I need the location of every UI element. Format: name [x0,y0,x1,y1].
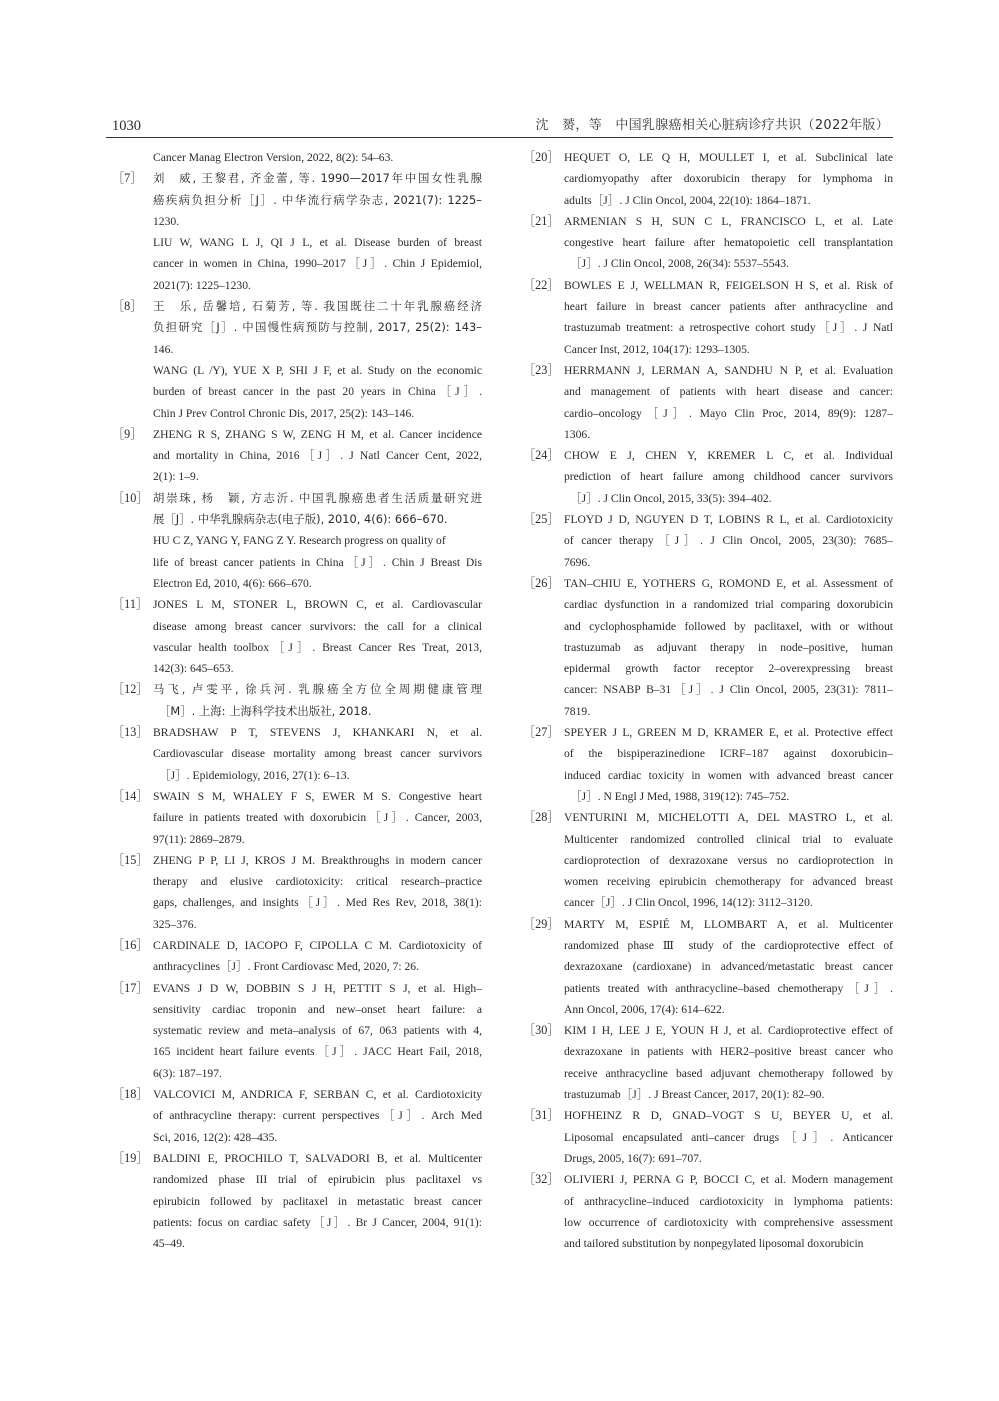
reference-line: CHOW E J, CHEN Y, KREMER L C, et al. Individual [564,449,893,463]
reference-number: ［30］ [523,1023,560,1038]
reference-number: ［9］ [112,426,143,441]
reference-line: and management of patients with heart disease and cancer: [564,385,893,399]
reference-line: anthracyclines［J］. Front Cardiovasc Med, 2020, 7: 26. [153,960,419,974]
reference-line: cardiomyopathy after doxorubicin therapy for lymphoma in [564,172,893,186]
reference-line: of anthracycline therapy: current perspectives［J］. Arch Med [153,1109,482,1123]
reference-line: 负担研究［J］. 中国慢性病预防与控制, 2017, 25(2): 143– [153,320,482,335]
reference-line: Multicenter randomized controlled clinical trial to evaluate [564,832,893,846]
reference-line: cardioprotection of dexrazoxane versus no cardioprotection in [564,853,893,867]
reference-line: randomized phase III trial of epirubicin plus paclitaxel vs [153,1173,482,1187]
reference-number: ［7］ [112,171,143,186]
reference-line: 7819. [564,704,591,718]
reference-line: 胡崇珠, 杨 颖, 方志沂. 中国乳腺癌患者生活质量研究进 [153,490,482,505]
reference-line: 2(1): 1–9. [153,470,199,484]
reference-line: Drugs, 2005, 16(7): 691–707. [564,1151,702,1165]
reference-number: ［13］ [112,725,149,740]
reference-line: gaps, challenges, and insights［J］. Med Res Rev, 2018, 38(1): [153,896,482,910]
reference-line: receive anthracycline based adjuvant chemotherapy followed by [564,1066,893,1080]
reference-line: trastuzumab treatment: a retrospective cohort study［J］. J Natl [564,321,893,335]
reference-line: cancer［J］. J Clin Oncol, 1996, 14(12): 3112–3120. [564,896,813,910]
reference-line: HEQUET O, LE Q H, MOULLET I, et al. Subclinical late [564,151,893,164]
reference-line: 142(3): 645–653. [153,662,234,676]
reference-line: FLOYD J D, NGUYEN D T, LOBINS R L, et al. Cardiotoxicity [564,513,893,527]
running-title: 沈 赟，等 中国乳腺癌相关心脏病诊疗共识（2022年版） [535,118,889,133]
reference-entry [112,786,482,850]
reference-line: BRADSHAW P T, STEVENS J, KHANKARI N, et al. [153,726,482,740]
reference-entry [112,1148,482,1254]
reference-line: Cancer Inst, 2012, 104(17): 1293–1305. [564,342,750,356]
reference-line: JONES L M, STONER L, BROWN C, et al. Cardiovascular [153,598,482,612]
reference-line: 6(3): 187–197. [153,1066,222,1080]
reference-line: cardio–oncology［J］. Mayo Clin Proc, 2014, 89(9): 1287– [564,406,893,420]
reference-line: cardiac dysfunction in a randomized trial comparing doxorubicin [564,598,893,612]
reference-number: ［28］ [523,810,560,825]
reference-line: disease among breast cancer survivors: the call for a clinical [153,619,482,633]
reference-line: trastuzumab［J］. J Breast Cancer, 2017, 20(1): 82–90. [564,1088,825,1102]
reference-entry [112,594,482,679]
reference-line: ZHENG R S, ZHANG S W, ZENG H M, et al. Cancer incidence [153,427,482,441]
reference-number: ［16］ [112,937,149,952]
reference-line: heart failure in breast cancer patients after anthracycline and [564,300,893,314]
reference-number: ［19］ [112,1150,149,1165]
reference-line: 97(11): 2869–2879. [153,832,245,846]
reference-line: congestive heart failure after hematopoietic cell transplantation [564,236,893,250]
reference-line: epidermal growth factor receptor 2–overexpressing breast [564,662,893,676]
reference-column-right [523,147,893,1254]
reference-line: and cyclophosphamide followed by paclitaxel, with or without [564,619,893,633]
reference-line: 刘 威, 王黎君, 齐金蕾, 等. 1990—2017年中国女性乳腺 [153,171,482,186]
reference-entry [523,509,893,573]
reference-line: systematic review and meta–analysis of 67, 063 patients with 4, [153,1024,482,1038]
reference-line: HERRMANN J, LERMAN A, SANDHU N P, et al. Evaluation [564,363,893,377]
reference-line: TAN–CHIU E, YOTHERS G, ROMOND E, et al. Assessment of [564,576,893,590]
reference-line: 癌疾病负担分析［J］. 中华流行病学杂志, 2021(7): 1225– [153,192,482,207]
reference-line: 展［J］. 中华乳腺病杂志(电子版), 2010, 4(6): 666–670. [153,512,448,527]
reference-entry [523,275,893,360]
reference-number: ［22］ [523,277,560,292]
reference-number: ［10］ [112,490,149,505]
reference-line: sensitivity cardiac troponin and new–onset heart failure: a [153,1002,482,1016]
reference-number: ［12］ [112,682,149,697]
reference-entry [112,1084,482,1148]
reference-line: trastuzumab as adjuvant therapy in node–positive, human [564,640,893,654]
reference-line: and mortality in China, 2016［J］. J Natl Cancer Cent, 2022, [153,449,482,463]
reference-entry [112,147,482,168]
reference-line: and tailored substitution by nonpegylated liposomal doxorubicin [564,1237,864,1251]
reference-line: EVANS J D W, DOBBIN S J H, PETTIT S J, et al. High– [153,981,482,995]
page-number: 1030 [112,118,141,134]
reference-line: of the bispiperazinedione ICRF–187 against doxorubicin– [564,747,893,761]
reference-line: Liposomal encapsulated anti–cancer drugs［J］. Anticancer [564,1130,893,1144]
reference-line: burden of breast cancer in the past 20 years in China［J］. [153,385,482,399]
reference-number: ［26］ [523,575,560,590]
reference-entry [523,1020,893,1105]
reference-line: vascular health toolbox［J］. Breast Cancer Res Treat, 2013, [153,640,482,654]
reference-number: ［20］ [523,150,560,164]
reference-number: ［29］ [523,916,560,931]
reference-entry [112,679,482,722]
reference-entry [523,1105,893,1169]
reference-line: women receiving epirubicin chemotherapy for advanced breast [564,875,893,889]
reference-entry [523,211,893,275]
reference-line: failure in patients treated with doxorubicin［J］. Cancer, 2003, [153,811,482,825]
reference-number: ［17］ [112,980,149,995]
reference-number: ［14］ [112,788,149,803]
reference-line: ［M］. 上海: 上海科学技术出版社, 2018. [159,703,372,718]
reference-line: induced cardiac toxicity in women with advanced breast cancer [564,768,893,782]
reference-line: SWAIN S M, WHALEY F S, EWER M S. Congestive heart [153,789,482,803]
reference-line: Chin J Prev Control Chronic Dis, 2017, 25(2): 143–146. [153,406,415,420]
reference-number: ［24］ [523,448,560,463]
reference-line: 1306. [564,427,591,441]
reference-line: Electron Ed, 2010, 4(6): 666–670. [153,576,312,590]
reference-line: adults［J］. J Clin Oncol, 2004, 22(10): 1864–1871. [564,193,811,207]
reference-entry [112,935,482,978]
reference-line: ZHENG P P, LI J, KROS J M. Breakthroughs in modern cancer [153,853,482,867]
reference-line: randomized phase Ⅲ study of the cardioprotective effect of [564,938,893,952]
reference-line: BOWLES E J, WELLMAN R, FEIGELSON H S, et al. Risk of [564,278,893,292]
reference-number: ［23］ [523,362,560,377]
reference-line: OLIVIERI J, PERNA G P, BOCCI C, et al. Modern management [564,1173,893,1187]
reference-entry [523,1169,893,1254]
reference-line: Cancer Manag Electron Version, 2022, 8(2): 54–63. [153,151,394,164]
reference-line: ARMENIAN S H, SUN C L, FRANCISCO L, et al. Late [564,214,893,228]
reference-line: 325–376. [153,917,197,931]
reference-line: WANG (L /Y), YUE X P, SHI J F, et al. Study on the economic [153,363,482,377]
reference-column-left [112,147,482,1254]
reference-line: of anthracycline–induced cardiotoxicity in lymphoma patients: [564,1194,893,1208]
reference-line: cancer in women in China, 1990–2017［J］. Chin J Epidemiol, [153,257,482,271]
reference-line: of cancer therapy［J］. J Clin Oncol, 2005, 23(30): 7685– [564,534,893,548]
reference-line: cancer: NSABP B–31［J］. J Clin Oncol, 2005, 23(31): 7811– [564,683,893,697]
reference-number: ［27］ [523,725,560,740]
reference-number: ［18］ [112,1087,149,1102]
reference-line: HOFHEINZ R D, GNAD–VOGT S U, BEYER U, et al. [564,1109,893,1123]
reference-line: 165 incident heart failure events［J］. JACC Heart Fail, 2018, [153,1045,482,1059]
reference-line: MARTY M, ESPIÉ M, LLOMBART A, et al. Multicenter [564,917,893,931]
reference-number: ［32］ [523,1172,560,1187]
reference-line: 7696. [564,555,591,569]
reference-line: 45–49. [153,1237,185,1251]
reference-line: 王 乐, 岳馨培, 石菊芳, 等. 我国既往二十年乳腺癌经济 [153,299,482,314]
reference-line: Sci, 2016, 12(2): 428–435. [153,1130,278,1144]
reference-line: patients: focus on cardiac safety［J］. Br J Cancer, 2004, 91(1): [153,1215,482,1229]
reference-entry [112,850,482,935]
reference-entry [112,978,482,1084]
reference-line: Cardiovascular disease mortality among breast cancer survivors [153,747,482,761]
reference-line: BALDINI E, PROCHILO T, SALVADORI B, et al. Multicenter [153,1151,482,1165]
reference-entry [112,488,482,594]
reference-line: dexrazoxane (cardioxane) in advanced/metastatic breast cancer [564,960,893,974]
reference-entry [112,168,482,296]
reference-number: ［31］ [523,1108,560,1123]
reference-line: Ann Oncol, 2006, 17(4): 614–622. [564,1002,725,1016]
reference-number: ［15］ [112,852,149,867]
reference-line: ［J］. J Clin Oncol, 2015, 33(5): 394–402. [570,491,772,505]
page-header [106,117,893,138]
reference-line: SPEYER J L, GREEN M D, KRAMER E, et al. Protective effect [564,726,893,740]
reference-line: epirubicin followed by paclitaxel in metastatic breast cancer [153,1194,482,1208]
reference-entry [523,914,893,1020]
reference-line: dexrazoxane in patients with HER2–positive breast cancer who [564,1045,893,1059]
reference-line: life of breast cancer patients in China［J］. Chin J Breast Dis [153,555,482,569]
reference-entry [112,424,482,488]
reference-line: HU C Z, YANG Y, FANG Z Y. Research progress on quality of [153,534,446,548]
reference-entry [523,722,893,807]
reference-line: prediction of heart failure among childhood cancer survivors [564,470,893,484]
reference-line: VENTURINI M, MICHELOTTI A, DEL MASTRO L, et al. [564,811,893,825]
reference-line: LIU W, WANG L J, QI J L, et al. Disease burden of breast [153,236,482,250]
reference-entry [523,445,893,509]
reference-line: CARDINALE D, IACOPO F, CIPOLLA C M. Cardiotoxicity of [153,938,482,952]
reference-line: therapy and elusive cardiotoxicity: critical research–practice [153,875,482,889]
reference-line: VALCOVICI M, ANDRICA F, SERBAN C, et al. Cardiotoxicity [153,1088,482,1102]
reference-number: ［8］ [112,299,143,314]
reference-entry [523,807,893,913]
reference-line: KIM I H, LEE J E, YOUN H J, et al. Cardioprotective effect of [564,1024,893,1038]
reference-entry [523,360,893,445]
reference-entry [523,573,893,722]
reference-entry [112,722,482,786]
reference-line: ［J］. N Engl J Med, 1988, 319(12): 745–752. [570,789,790,803]
reference-line: ［J］. Epidemiology, 2016, 27(1): 6–13. [159,768,350,782]
reference-line: low occurrence of cardiotoxicity with comprehensive assessment [564,1215,893,1229]
reference-entry [523,147,893,211]
reference-line: ［J］. J Clin Oncol, 2008, 26(34): 5537–5543. [570,257,789,271]
reference-line: 2021(7): 1225–1230. [153,278,251,292]
reference-number: ［25］ [523,512,560,527]
reference-number: ［21］ [523,213,560,228]
reference-line: 马飞, 卢雯平, 徐兵河. 乳腺癌全方位全周期健康管理 [153,682,482,697]
reference-line: 146. [153,342,174,356]
reference-line: 1230. [153,214,180,228]
reference-line: patients treated with anthracycline–based chemotherapy［J］. [564,981,893,995]
reference-number: ［11］ [112,597,149,612]
reference-entry [112,296,482,424]
